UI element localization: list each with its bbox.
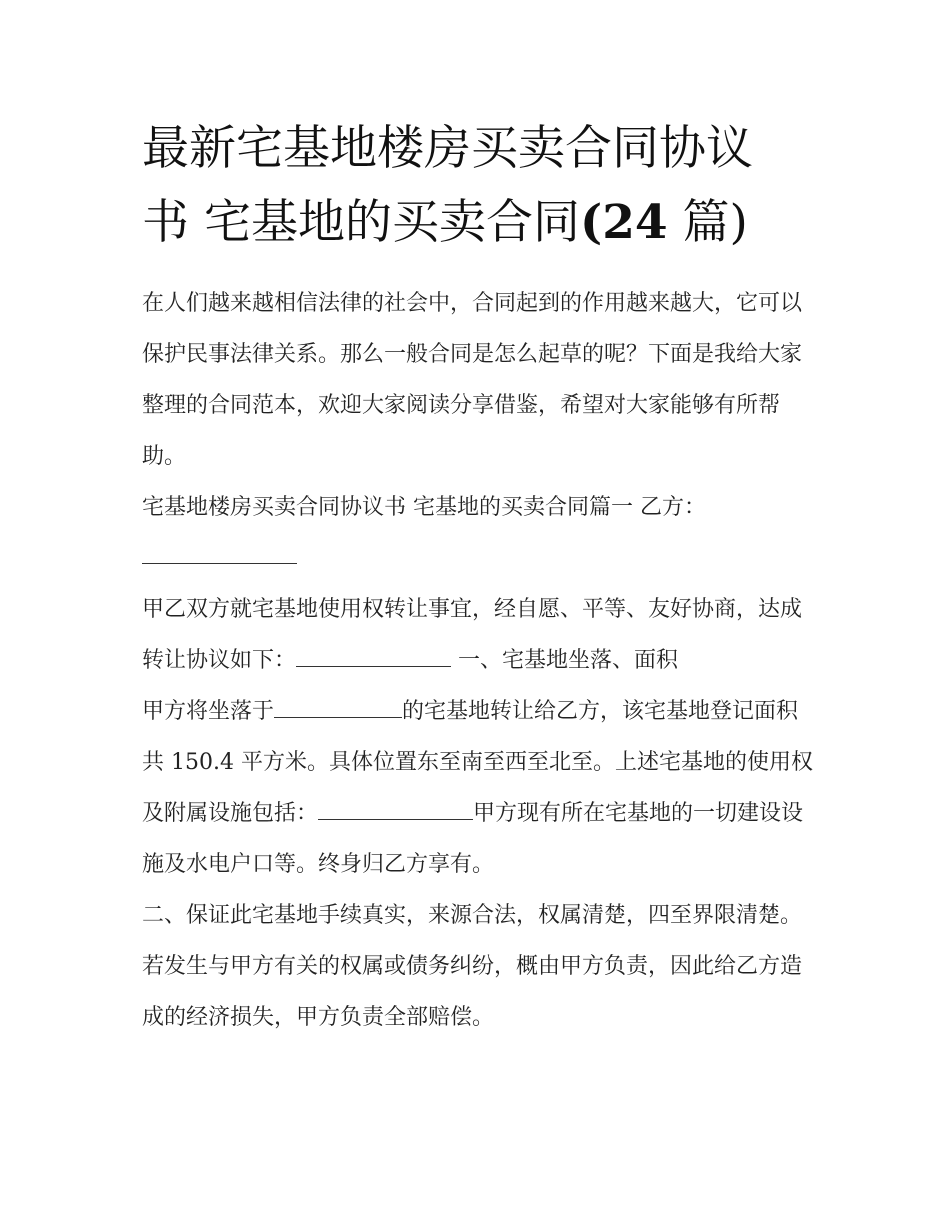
party-b-blank	[142, 545, 297, 564]
intro-paragraph: 在人们越来越相信法律的社会中，合同起到的作用越来越大，它可以保护民事法律关系。那么一般合同是怎么起草的呢？下面是我给大家整理的合同范本，欢迎大家阅读分享借鉴，希望对大家能够有所帮助。	[142, 291, 803, 469]
guarantee-paragraph: 二、保证此宅基地手续真实，来源合法，权属清楚，四至界限清楚。若发生与甲方有关的权属或债务纠纷，概由甲方负责，因此给乙方造成的经济损失，甲方负责全部赔偿。	[142, 903, 803, 1030]
title-count-unit: 篇)	[667, 195, 748, 250]
location-text-b: 的宅基地转让给乙方，该宅基地登记面积共 150.4 平方米。具体位置东至南至西至北至。上述宅基地的使用权及附属设施包括：	[142, 699, 813, 826]
clause-one-heading: 一、宅基地坐落、面积	[451, 648, 679, 673]
agreement-blank	[296, 648, 451, 667]
location-blank	[274, 699, 402, 718]
agreement-text: 甲乙双方就宅基地使用权转让事宜，经自愿、平等、友好协商，达成转让协议如下：	[142, 597, 803, 673]
agreement-paragraph	[142, 584, 814, 686]
location-text-a: 甲方将坐落于	[142, 699, 275, 724]
document-body	[142, 278, 814, 1043]
facilities-blank	[318, 801, 473, 820]
section-heading: 宅基地楼房买卖合同协议书 宅基地的买卖合同篇一 乙方：	[142, 495, 706, 520]
title-count: (24	[579, 195, 668, 250]
title-line-1: 最新宅基地楼房买卖合同协议	[142, 121, 753, 176]
location-paragraph	[142, 686, 814, 890]
title-line-2: 书 宅基地的买卖合同	[142, 195, 580, 250]
party-b-line	[142, 533, 814, 584]
location-text-c: 甲方现有所在宅基地的一切建设设施及水电户口等。终身归乙方享有。	[142, 801, 804, 877]
document-title	[142, 112, 822, 260]
